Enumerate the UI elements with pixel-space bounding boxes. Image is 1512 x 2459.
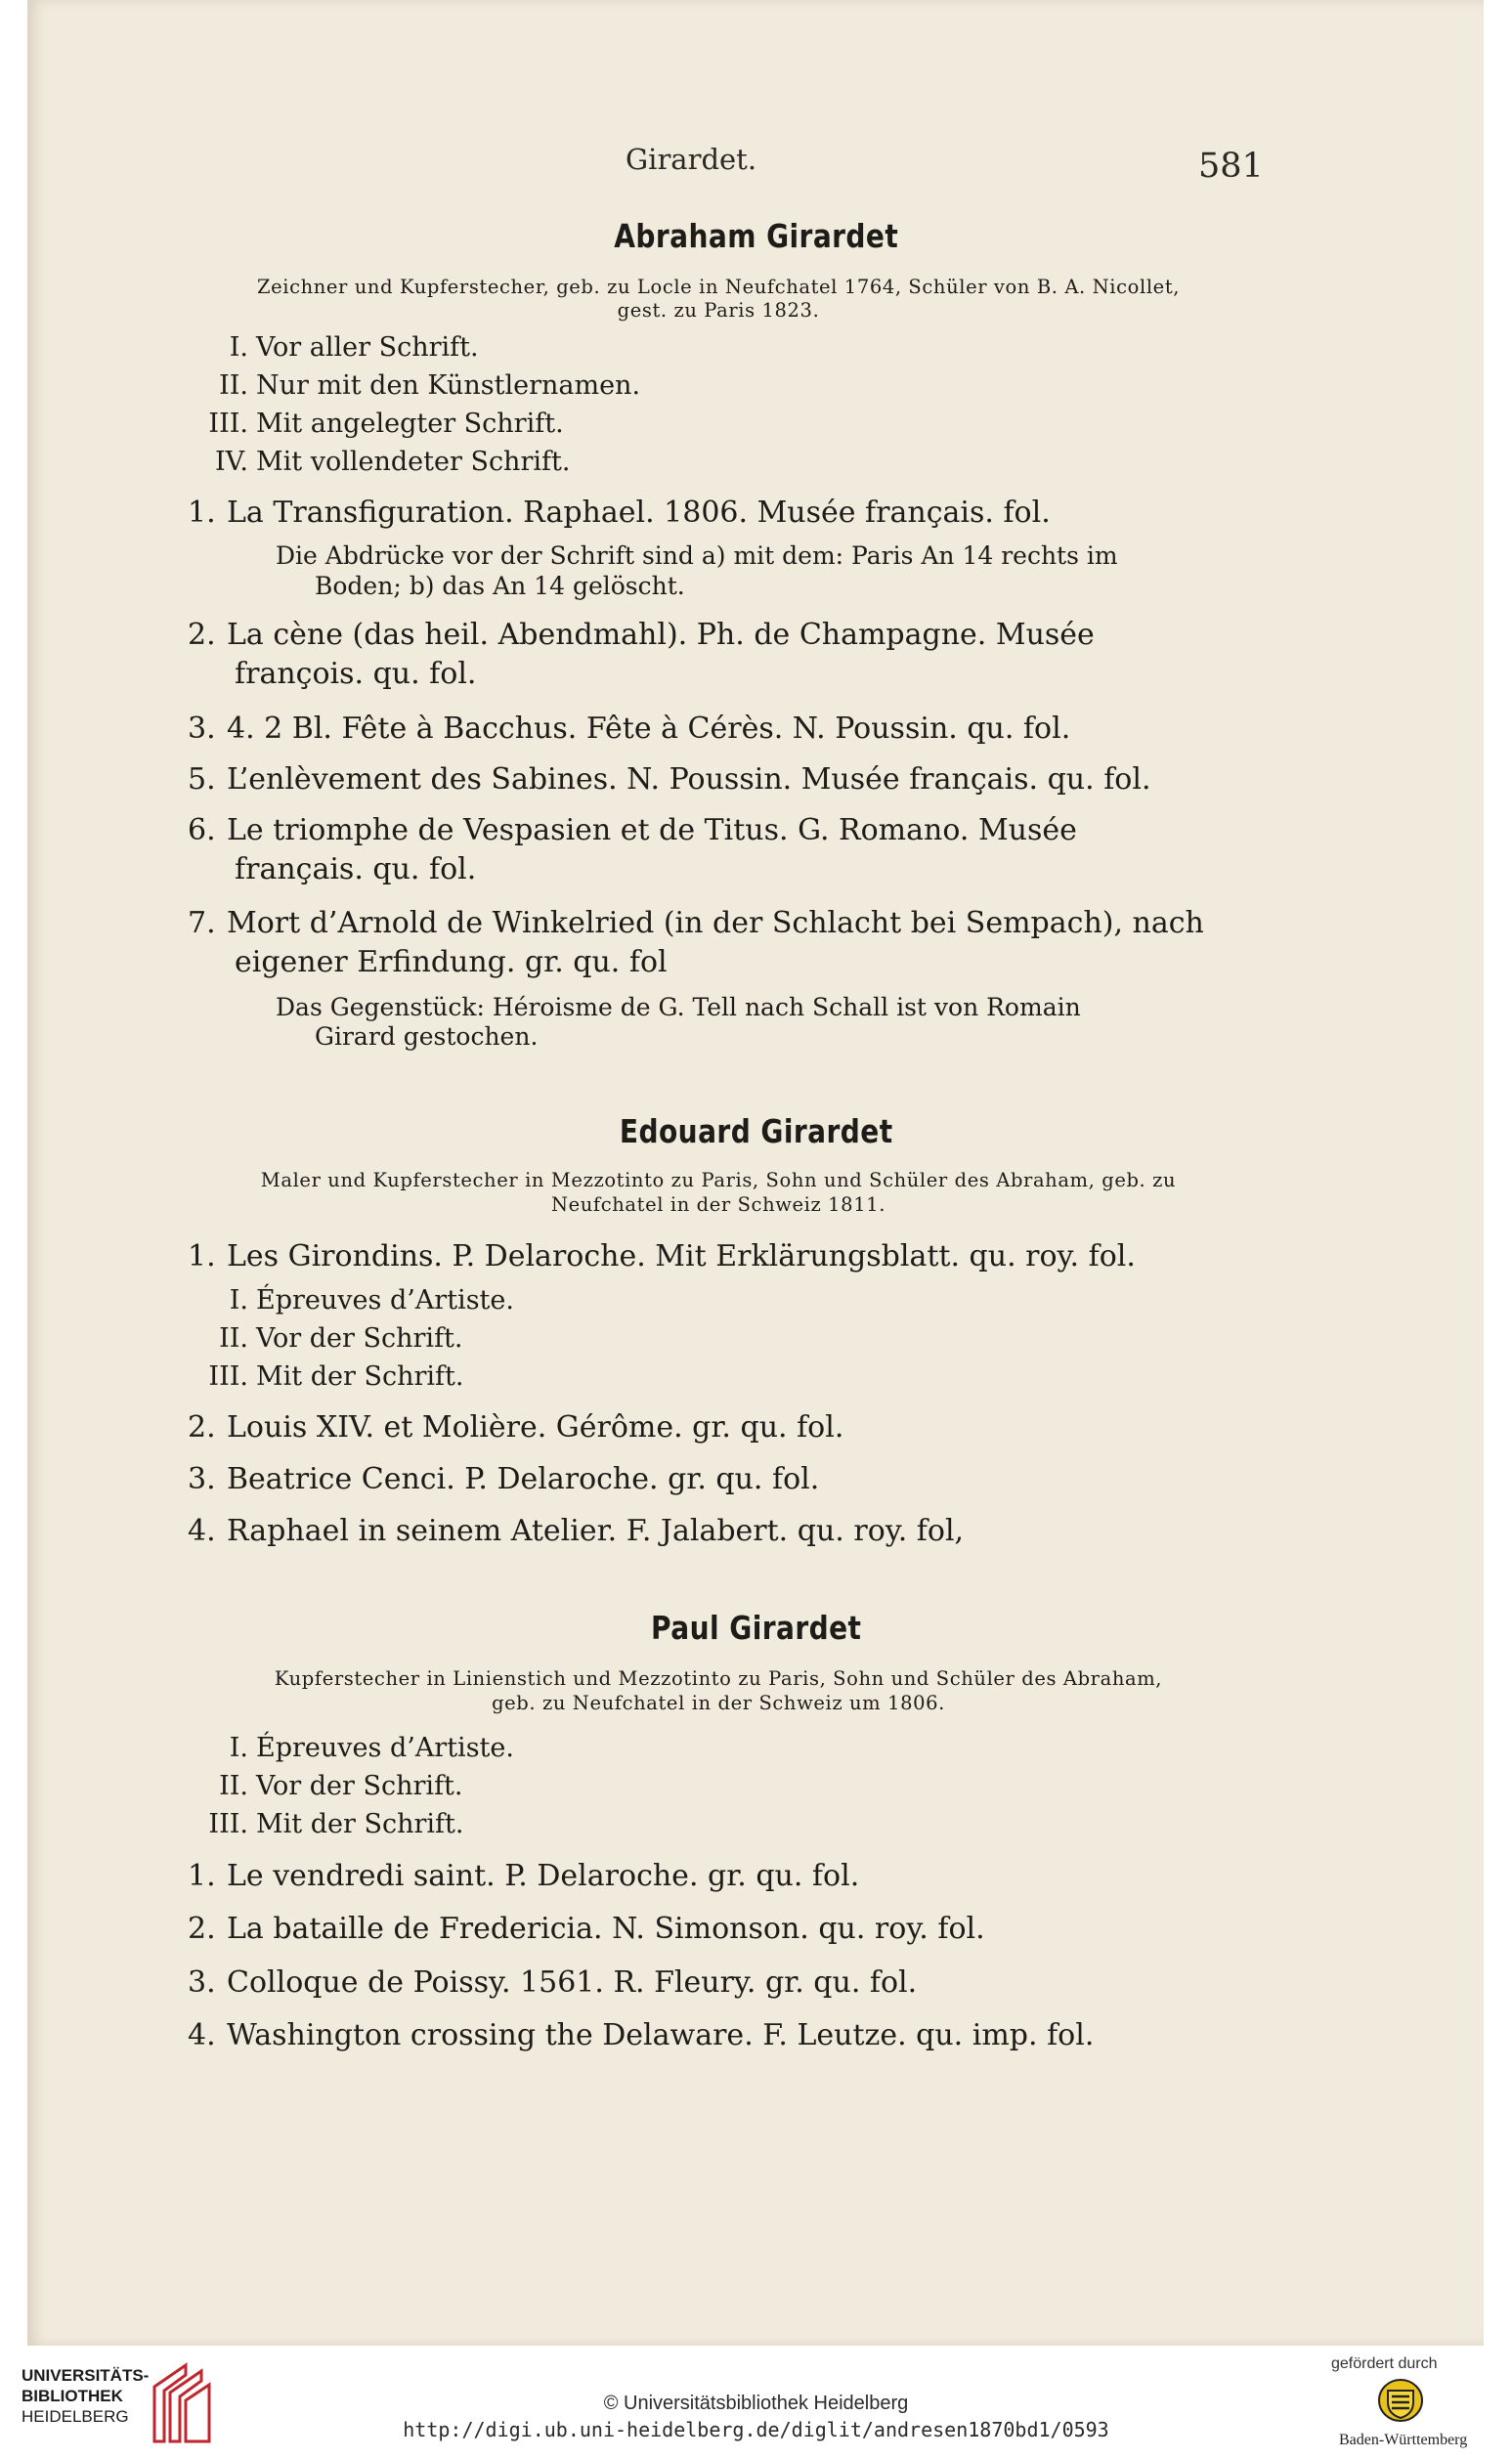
bio-abraham-line1: Zeichner und Kupferstecher, geb. zu Locle in Neufchatel 1764, Schüler von B. A. Nicollet, — [256, 276, 1181, 298]
state-item: II. Vor der Schrift. — [219, 1323, 463, 1354]
catalog-entry: 6. Le triomphe de Vespasien et de Titus. G. Romano. Musée — [188, 813, 1077, 847]
entry-note: Boden; b) das An 14 gelöscht. — [315, 572, 685, 600]
state-item: III. Mit angelegter Schrift. — [208, 409, 564, 439]
catalog-entry: 1. Le vendredi saint. P. Delaroche. gr. qu. fol. — [188, 1859, 860, 1893]
catalog-entry: 1. La Transfiguration. Raphael. 1806. Musée français. fol. — [188, 496, 1051, 530]
section-title-edouard: Edouard Girardet — [619, 1112, 893, 1150]
bio-edouard-line2: Neufchatel in der Schweiz 1811. — [550, 1193, 886, 1216]
catalog-entry: 4. Washington crossing the Delaware. F. Leutze. qu. imp. fol. — [188, 2018, 1095, 2052]
catalog-entry: 2. La cène (das heil. Abendmahl). Ph. de Champagne. Musée — [188, 618, 1095, 652]
copyright-notice: © Universitätsbibliothek Heidelberg — [603, 2393, 909, 2414]
state-name: Baden-Württemberg — [1339, 2432, 1468, 2448]
running-head: Girardet. — [626, 143, 757, 176]
catalog-entry: 5. L’enlèvement des Sabines. N. Poussin. Musée français. qu. fol. — [188, 762, 1151, 797]
entry-note: Girard gestochen. — [315, 1022, 539, 1051]
bio-paul-line1: Kupferstecher in Linienstich und Mezzotinto zu Paris, Sohn und Schüler des Abraham, — [274, 1667, 1163, 1690]
funded-by-label: gefördert durch — [1331, 2355, 1438, 2372]
bio-paul-line2: geb. zu Neufchatel in der Schweiz um 1806. — [492, 1692, 945, 1714]
catalog-entry: 7. Mort d’Arnold de Winkelried (in der Schlacht bei Sempach), nach — [188, 906, 1204, 940]
entry-note: Das Gegenstück: Héroisme de G. Tell nach Schall ist von Romain — [276, 993, 1081, 1021]
bio-edouard-line1: Maler und Kupferstecher in Mezzotinto zu Paris, Sohn und Schüler des Abraham, geb. zu — [260, 1169, 1177, 1191]
catalog-entry: 3. Colloque de Poissy. 1561. R. Fleury. gr. qu. fol. — [188, 1965, 918, 2000]
state-item: II. Vor der Schrift. — [219, 1771, 463, 1801]
state-item: III. Mit der Schrift. — [208, 1809, 464, 1839]
section-title-abraham: Abraham Girardet — [614, 217, 899, 255]
state-item: II. Nur mit den Künstlernamen. — [219, 370, 641, 401]
catalog-entry: 2. Louis XIV. et Molière. Gérôme. gr. qu. fol. — [188, 1410, 844, 1445]
library-name: UNIVERSITÄTS- BIBLIOTHEK HEIDELBERG — [22, 2366, 150, 2426]
catalog-entry: 3. 4. 2 Bl. Fête à Bacchus. Fête à Cérès. N. Poussin. qu. fol. — [188, 712, 1071, 746]
state-item: IV. Mit vollendeter Schrift. — [214, 447, 571, 477]
entry-note: Die Abdrücke vor der Schrift sind a) mit dem: Paris An 14 rechts im — [276, 541, 1118, 570]
state-item: I. Épreuves d’Artiste. — [229, 1285, 514, 1316]
catalog-entry: 3. Beatrice Cenci. P. Delaroche. gr. qu. fol. — [188, 1462, 820, 1496]
page-number: 581 — [1198, 147, 1264, 186]
catalog-entry: 2. La bataille de Fredericia. N. Simonson. qu. roy. fol. — [188, 1912, 985, 1946]
catalog-entry: 1. Les Girondins. P. Delaroche. Mit Erklärungsblatt. qu. roy. fol. — [188, 1239, 1136, 1273]
section-title-paul: Paul Girardet — [651, 1609, 862, 1647]
state-emblem-icon — [1376, 2377, 1425, 2424]
catalog-entry-continued: français. qu. fol. — [235, 852, 477, 886]
permalink[interactable]: http://digi.ub.uni-heidelberg.de/diglit/andresen1870bd1/0593 — [403, 2418, 1109, 2441]
catalog-entry-continued: eigener Erfindung. gr. qu. fol — [235, 945, 668, 979]
state-item: I. Vor aller Schrift. — [229, 332, 479, 363]
state-item: III. Mit der Schrift. — [208, 1361, 464, 1392]
state-item: I. Épreuves d’Artiste. — [229, 1733, 514, 1763]
catalog-entry-continued: françois. qu. fol. — [235, 657, 477, 691]
bio-abraham-line2: gest. zu Paris 1823. — [617, 299, 820, 322]
catalog-entry: 4. Raphael in seinem Atelier. F. Jalabert. qu. roy. fol, — [188, 1514, 965, 1548]
